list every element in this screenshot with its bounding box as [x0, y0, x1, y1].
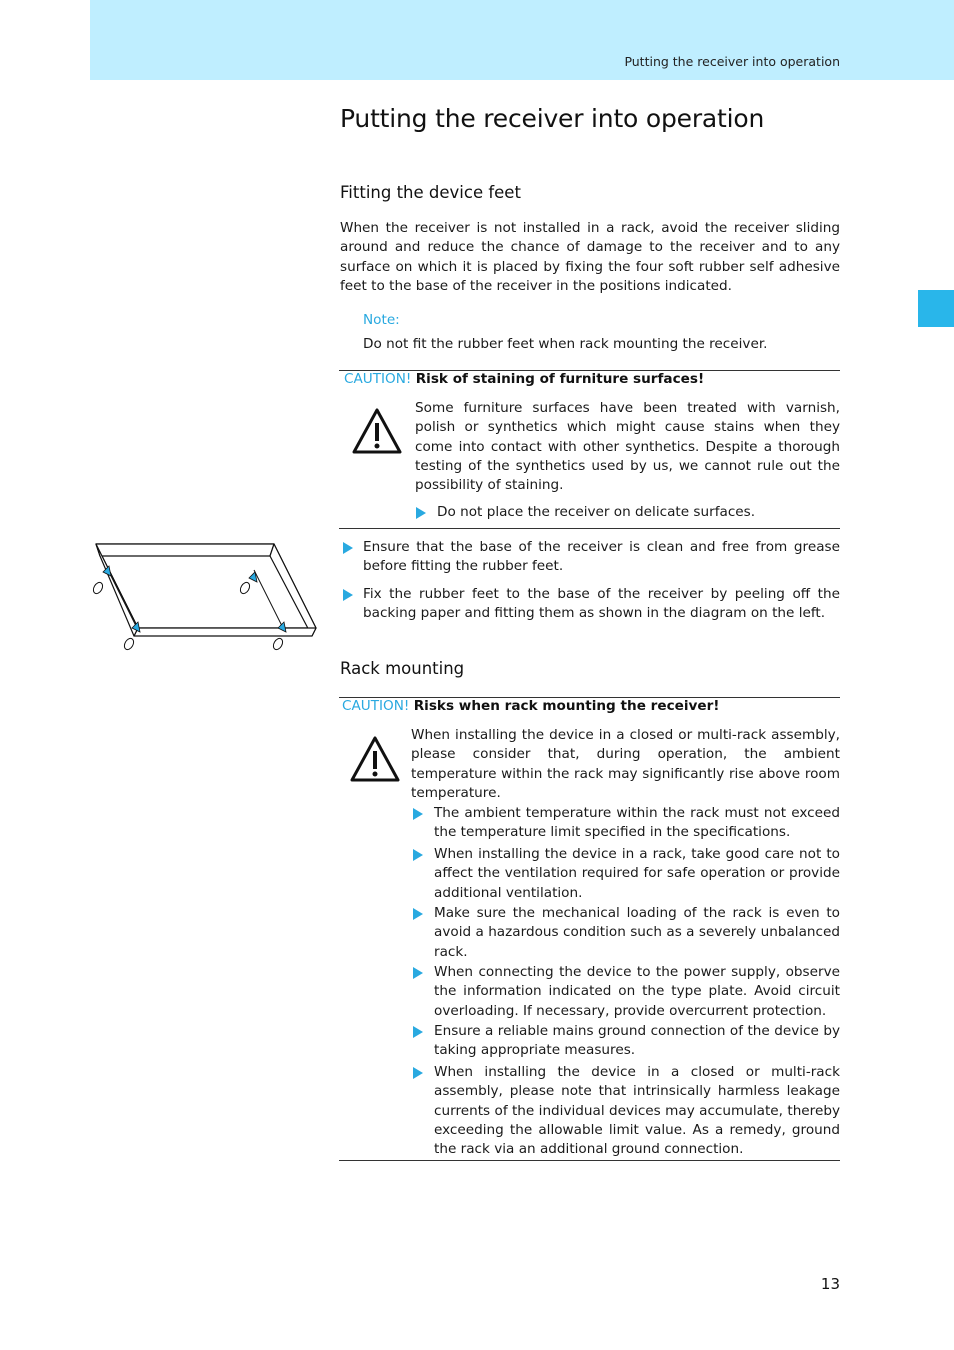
- bullet-triangle-icon: [416, 507, 426, 519]
- chapter-tab: [918, 290, 954, 327]
- step-item: Ensure that the base of the receiver is clean and free from grease before fitting the rubber feet.: [363, 539, 840, 575]
- warning-triangle-icon: [352, 408, 402, 454]
- bullet-triangle-icon: [413, 808, 423, 820]
- note-label: Note:: [363, 312, 400, 328]
- caution-rule-bottom: [339, 528, 840, 529]
- bullet-triangle-icon: [413, 1026, 423, 1038]
- caution-title: Risks when rack mounting the receiver!: [413, 698, 720, 714]
- caution-text-feet: Some furniture surfaces have been treated with varnish, polish or synthetics which might cause stains when they come into contact with other synthetics. Despite a thorough testing of the synthetics used by us, we cannot rule out the possibility of staining.: [415, 400, 840, 494]
- bullet-triangle-icon: [413, 908, 423, 920]
- caution-word: CAUTION!: [344, 371, 412, 387]
- warning-triangle-icon: [350, 736, 400, 782]
- caution-rule-bottom: [339, 1160, 840, 1161]
- section-heading-rack: Rack mounting: [340, 659, 465, 678]
- caution-word: CAUTION!: [342, 698, 410, 714]
- caution-text-rack: When installing the device in a closed or multi-rack assembly, please consider that, during operation, the ambient temperature within the rack may significantly rise above room temperature.: [411, 727, 840, 801]
- rack-bullet: The ambient temperature within the rack must not exceed the temperature limit specified in the specifications.: [434, 805, 840, 841]
- step-item: Fix the rubber feet to the base of the receiver by peeling off the backing paper and fitting them as shown in the diagram on the left.: [363, 586, 840, 622]
- feet-intro: When the receiver is not installed in a rack, avoid the receiver sliding around and reduce the chance of damage to the receiver and to any surface on which it is placed by fixing the four soft rubber self adhesive feet to the base of the receiver in the positions indicated.: [340, 220, 840, 294]
- rack-bullet: When connecting the device to the power supply, observe the information indicated on the type plate. Avoid circuit overloading. If necessary, provide overcurrent protection.: [434, 964, 840, 1019]
- bullet-triangle-icon: [343, 542, 353, 554]
- section-heading-feet: Fitting the device feet: [340, 183, 521, 202]
- rack-bullet: Make sure the mechanical loading of the rack is even to avoid a hazardous condition such as a severely unbalanced rack.: [434, 905, 840, 960]
- page-title: Putting the receiver into operation: [340, 104, 765, 133]
- bullet-triangle-icon: [413, 1067, 423, 1079]
- caution-header-feet: [344, 371, 704, 387]
- running-header: Putting the receiver into operation: [624, 54, 840, 69]
- rack-bullet: Ensure a reliable mains ground connection of the device by taking appropriate measures.: [434, 1023, 840, 1059]
- bullet-triangle-icon: [413, 849, 423, 861]
- caution-header-rack: [342, 698, 720, 714]
- rack-bullet: When installing the device in a closed or multi-rack assembly, please note that intrinsically harmless leakage currents of the individual devices may accumulate, thereby exceeding the allowable limit value. As a remedy, ground the rack via an additional ground connection.: [434, 1064, 840, 1158]
- page-number: 13: [820, 1275, 840, 1293]
- bullet-triangle-icon: [413, 967, 423, 979]
- receiver-feet-diagram: [88, 538, 320, 654]
- rack-bullet: When installing the device in a rack, take good care not to affect the ventilation required for safe operation or provide additional ventilation.: [434, 846, 840, 901]
- caution-bullet-feet: Do not place the receiver on delicate surfaces.: [437, 504, 756, 520]
- bullet-triangle-icon: [343, 589, 353, 601]
- caution-title: Risk of staining of furniture surfaces!: [415, 371, 705, 387]
- note-text: Do not fit the rubber feet when rack mounting the receiver.: [363, 336, 768, 352]
